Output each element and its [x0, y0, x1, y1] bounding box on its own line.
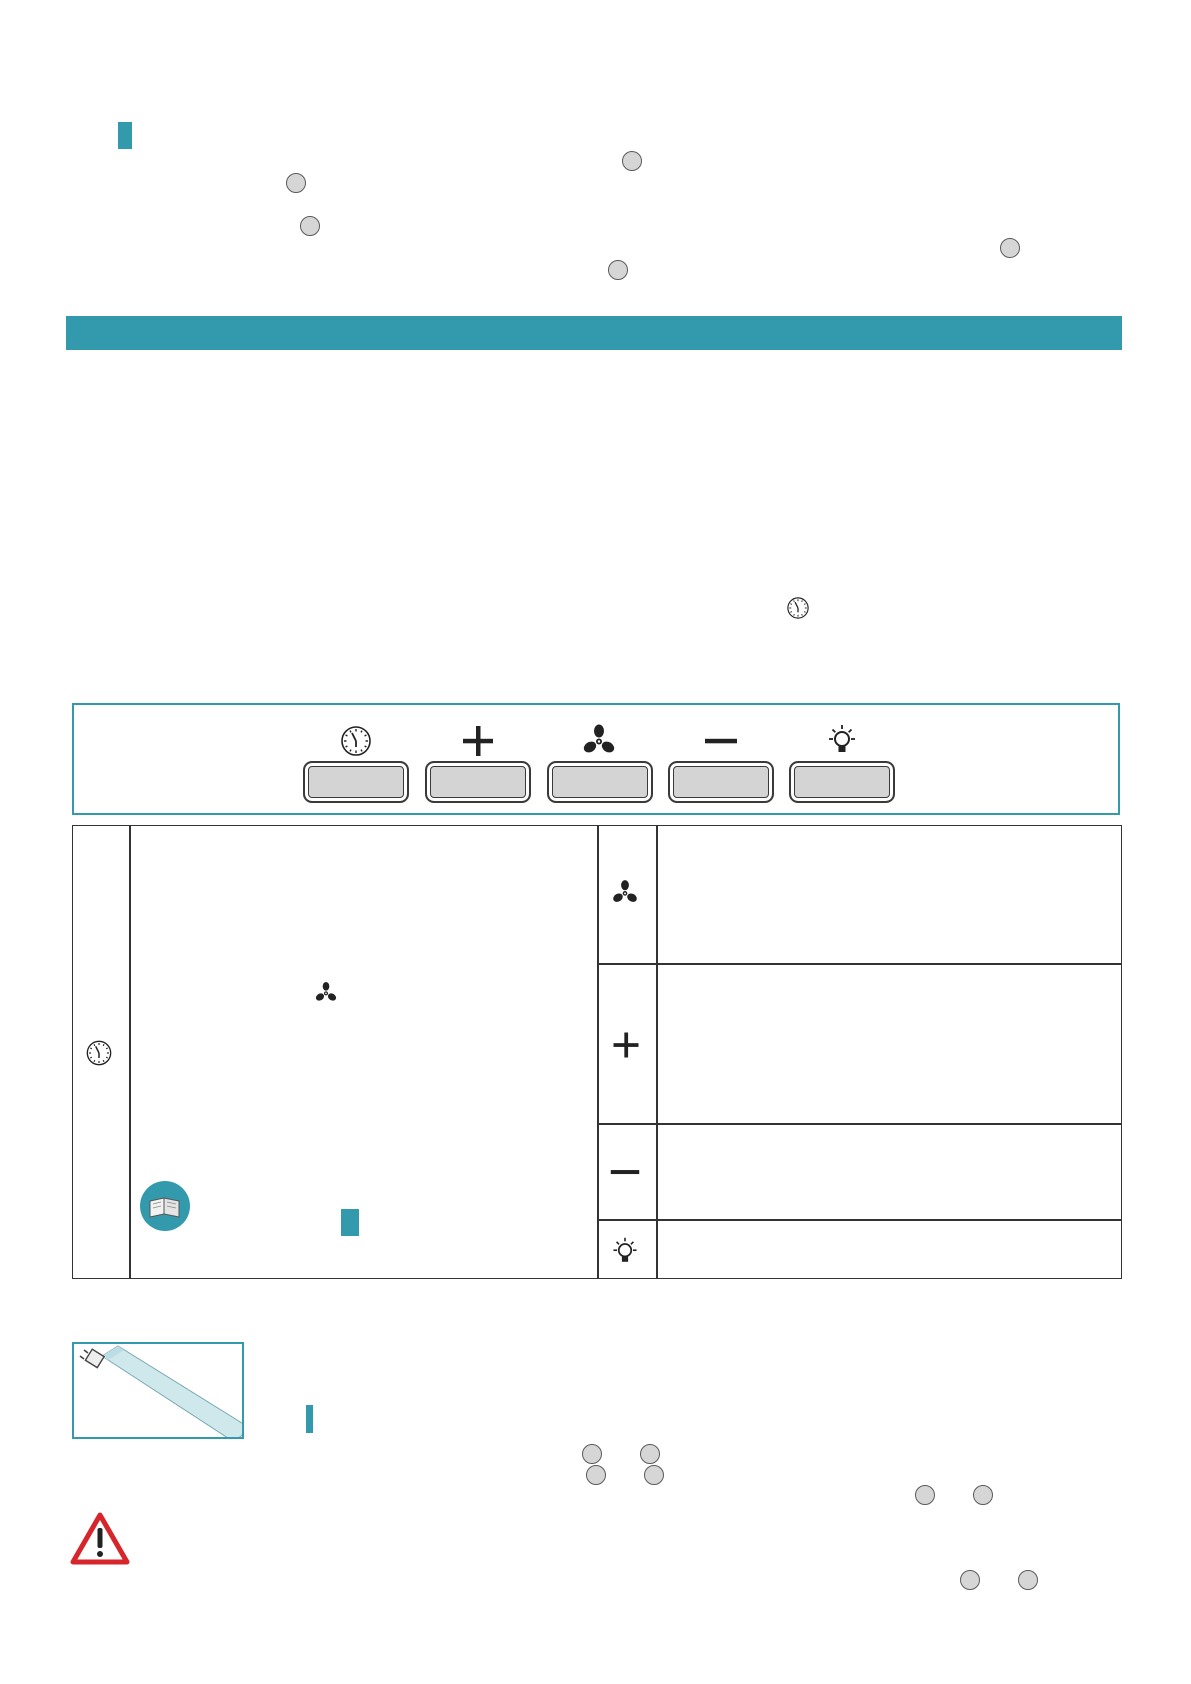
section-header-bar [66, 316, 1122, 350]
book-icon [140, 1181, 190, 1231]
minus-icon [609, 1156, 641, 1188]
clock-icon [84, 1038, 114, 1068]
fan-icon [581, 723, 617, 759]
reference-callout [622, 151, 642, 171]
section-marker [341, 1209, 359, 1236]
reference-callout [300, 216, 320, 236]
reference-callout [608, 260, 628, 280]
function-table [72, 825, 1122, 1279]
light-icon [609, 1236, 641, 1268]
plus-button[interactable] [425, 761, 531, 803]
reference-callout [1000, 238, 1020, 258]
reference-callout [915, 1485, 935, 1505]
plus-icon [611, 1030, 641, 1060]
warning-triangle-icon [70, 1512, 130, 1566]
light-button[interactable] [789, 761, 895, 803]
reference-callout [973, 1485, 993, 1505]
minus-button[interactable] [668, 761, 774, 803]
clock-icon [338, 723, 374, 759]
light-icon [824, 723, 860, 759]
clock-icon [785, 595, 811, 621]
minus-icon [703, 723, 739, 759]
reference-callout [1018, 1570, 1038, 1590]
section-marker [306, 1405, 313, 1433]
fan-icon [611, 879, 639, 907]
reference-callout [582, 1444, 602, 1464]
reference-callout [960, 1570, 980, 1590]
timer-button[interactable] [303, 761, 409, 803]
section-marker [118, 122, 132, 149]
reference-callout [286, 173, 306, 193]
fan-button[interactable] [547, 761, 653, 803]
plus-icon [460, 723, 496, 759]
fan-icon [314, 981, 338, 1005]
control-panel [72, 703, 1120, 815]
fluorescent-tube-image [72, 1342, 244, 1439]
reference-callout [586, 1465, 606, 1485]
reference-callout [640, 1444, 660, 1464]
reference-callout [644, 1465, 664, 1485]
